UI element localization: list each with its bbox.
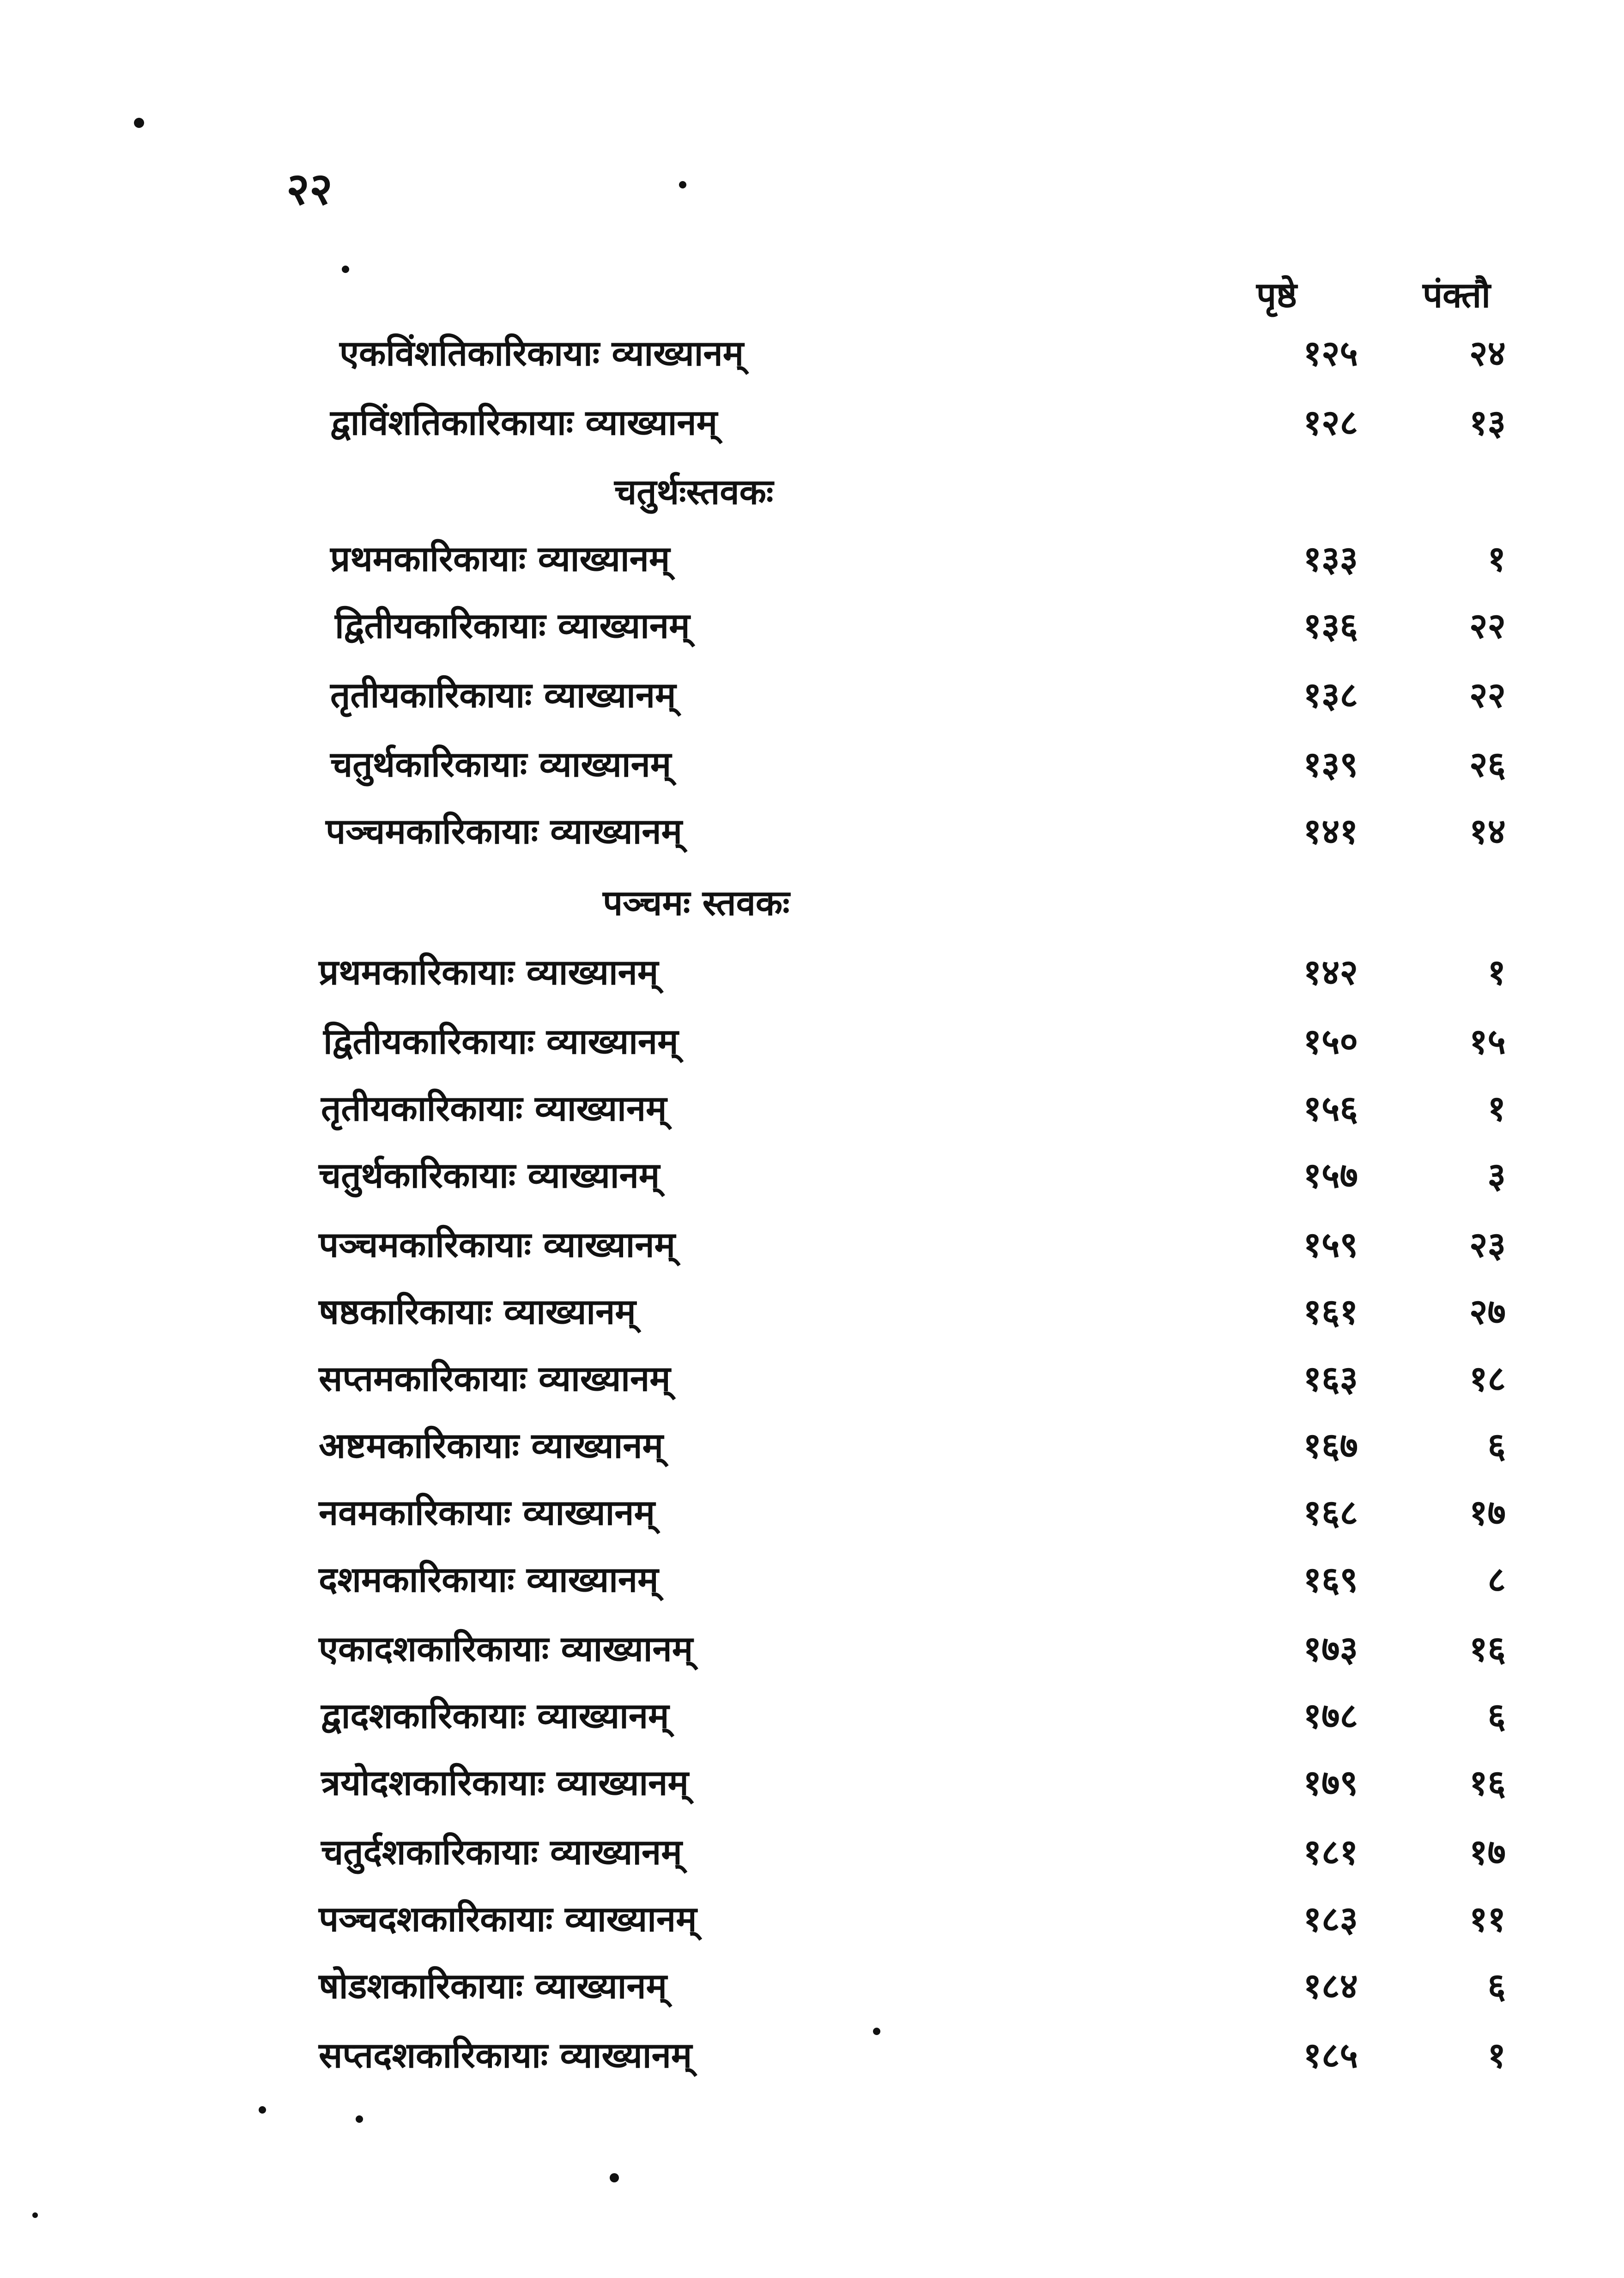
- entry-page-number: १७९: [1303, 1762, 1358, 1803]
- entry-title: द्वितीयकारिकायाः व्याख्यानम्: [335, 605, 690, 646]
- entry-line-number: ३: [1487, 1155, 1506, 1196]
- entry-title: चतुर्थकारिकायाः व्याख्यानम्: [319, 1155, 660, 1196]
- entry-line-number: १: [1487, 2035, 1506, 2076]
- contents-entry: [0, 1818, 1624, 1887]
- entry-line-number: १: [1487, 951, 1506, 993]
- entry-line-number: १३: [1469, 402, 1506, 443]
- entry-title: षोडशकारिकायाः व्याख्यानम्: [319, 1965, 667, 2006]
- print-speck: [32, 2212, 38, 2218]
- entry-page-number: १८५: [1303, 2035, 1358, 2076]
- contents-entry: [0, 730, 1624, 799]
- entry-title: एकादशकारिकायाः व्याख्यानम्: [319, 1628, 693, 1669]
- contents-entry: [0, 660, 1624, 730]
- contents-entry: [0, 1344, 1624, 1413]
- contents-entry: [0, 938, 1624, 1007]
- entry-line-number: १: [1487, 1088, 1506, 1129]
- entry-page-number: १२५: [1303, 333, 1358, 374]
- entry-title: द्वितीयकारिकायाः व्याख्यानम्: [323, 1021, 679, 1062]
- entry-page-number: १३८: [1303, 674, 1358, 715]
- entry-line-number: २४: [1469, 333, 1506, 374]
- entry-page-number: १६९: [1303, 1559, 1358, 1600]
- entry-line-number: १७: [1469, 1492, 1506, 1533]
- entry-title: अष्टमकारिकायाः व्याख्यानम्: [319, 1425, 663, 1466]
- entry-page-number: १३६: [1303, 605, 1358, 646]
- contents-entry: [0, 1614, 1624, 1684]
- section-heading: [0, 868, 1624, 938]
- entry-page-number: १४२: [1303, 951, 1358, 993]
- print-speck: [610, 2173, 619, 2182]
- entry-title: द्वाविंशतिकारिकायाः व्याख्यानम्: [330, 402, 718, 443]
- print-speck: [356, 2115, 363, 2123]
- contents-entry: [0, 1210, 1624, 1279]
- contents-entry: [0, 2021, 1624, 2090]
- entry-page-number: १७८: [1303, 1695, 1358, 1736]
- entry-line-number: २७: [1469, 1291, 1506, 1332]
- entry-line-number: २२: [1469, 605, 1506, 646]
- entry-line-number: १६: [1469, 1762, 1506, 1803]
- contents-entry: [0, 1007, 1624, 1076]
- print-speck: [873, 2028, 880, 2035]
- page-number: २२: [286, 163, 333, 215]
- entry-title: एकविंशतिकारिकायाः व्याख्यानम्: [339, 333, 744, 374]
- section-heading: [0, 457, 1624, 527]
- print-speck: [134, 118, 144, 128]
- contents-entry: [0, 1681, 1624, 1751]
- contents-entry: [0, 1277, 1624, 1346]
- contents-entry: [0, 797, 1624, 866]
- entry-title: द्वादशकारिकायाः व्याख्यानम्: [321, 1695, 669, 1736]
- contents-entry: [0, 319, 1624, 388]
- entry-title: सप्तमकारिकायाः व्याख्यानम्: [319, 1358, 671, 1399]
- entry-line-number: २६: [1469, 744, 1506, 785]
- entry-title: नवमकारिकायाः व्याख्यानम्: [319, 1492, 655, 1533]
- contents-entry: [0, 1748, 1624, 1818]
- entry-line-number: १५: [1469, 1021, 1506, 1062]
- entry-line-number: ६: [1487, 1965, 1506, 2006]
- entry-title: त्रयोदशकारिकायाः व्याख्यानम्: [321, 1762, 689, 1803]
- print-speck: [679, 181, 686, 188]
- entry-title: चतुर्थकारिकायाः व्याख्यानम्: [330, 744, 672, 785]
- entry-line-number: १: [1487, 538, 1506, 579]
- contents-entry: [0, 1951, 1624, 2021]
- entry-line-number: २२: [1469, 674, 1506, 715]
- entry-page-number: १४१: [1303, 811, 1358, 852]
- entry-page-number: १३३: [1303, 538, 1358, 579]
- entry-title: पञ्चमकारिकायाः व्याख्यानम्: [326, 811, 682, 852]
- contents-entry: [0, 1141, 1624, 1210]
- entry-title: प्रथमकारिकायाः व्याख्यानम्: [330, 538, 670, 579]
- contents-entry: [0, 388, 1624, 457]
- contents-entry: [0, 524, 1624, 594]
- entry-line-number: १८: [1469, 1358, 1506, 1399]
- entry-line-number: ११: [1469, 1898, 1506, 1939]
- entry-page-number: १३९: [1303, 744, 1358, 785]
- entry-line-number: ६: [1487, 1695, 1506, 1736]
- print-speck: [342, 266, 349, 273]
- entry-page-number: १८१: [1303, 1831, 1358, 1872]
- entry-title: पञ्चमकारिकायाः व्याख्यानम्: [319, 1224, 675, 1265]
- line-column-header: पंक्तौ: [1423, 274, 1491, 315]
- contents-entry: [0, 1074, 1624, 1143]
- section-heading-text: चतुर्थःस्तवकः: [614, 471, 774, 512]
- entry-page-number: १५९: [1303, 1224, 1358, 1265]
- entry-line-number: १७: [1469, 1831, 1506, 1872]
- entry-page-number: १८३: [1303, 1898, 1358, 1939]
- contents-entry: [0, 1411, 1624, 1480]
- entry-page-number: १७३: [1303, 1628, 1358, 1669]
- page-column-header: पृष्ठे: [1256, 274, 1297, 315]
- contents-entry: [0, 1478, 1624, 1547]
- entry-page-number: १६७: [1303, 1425, 1358, 1466]
- contents-entry: [0, 591, 1624, 660]
- entry-page-number: १८४: [1303, 1965, 1358, 2006]
- entry-line-number: १४: [1469, 811, 1506, 852]
- entry-page-number: १६३: [1303, 1358, 1358, 1399]
- entry-title: दशमकारिकायाः व्याख्यानम्: [319, 1559, 659, 1600]
- entry-title: षष्ठकारिकायाः व्याख्यानम्: [319, 1291, 636, 1332]
- entry-title: तृतीयकारिकायाः व्याख्यानम्: [330, 674, 676, 715]
- contents-entry: [0, 1884, 1624, 1954]
- entry-page-number: १५७: [1303, 1155, 1358, 1196]
- entry-page-number: १२८: [1303, 402, 1358, 443]
- contents-entry: [0, 1545, 1624, 1614]
- entry-line-number: ६: [1487, 1425, 1506, 1466]
- section-heading-text: पञ्चमः स्तवकः: [603, 882, 790, 923]
- entry-title: तृतीयकारिकायाः व्याख्यानम्: [321, 1088, 667, 1129]
- entry-page-number: १५६: [1303, 1088, 1358, 1129]
- entry-page-number: १५०: [1303, 1021, 1358, 1062]
- entry-line-number: ८: [1487, 1559, 1506, 1600]
- entry-page-number: १६८: [1303, 1492, 1358, 1533]
- entry-title: सप्तदशकारिकायाः व्याख्यानम्: [319, 2035, 692, 2076]
- entry-title: पञ्चदशकारिकायाः व्याख्यानम्: [319, 1898, 697, 1939]
- entry-page-number: १६१: [1303, 1291, 1358, 1332]
- entry-line-number: २३: [1469, 1224, 1506, 1265]
- entry-title: चतुर्दशकारिकायाः व्याख्यानम्: [321, 1831, 682, 1872]
- entry-title: प्रथमकारिकायाः व्याख्यानम्: [319, 951, 659, 993]
- entry-line-number: १६: [1469, 1628, 1506, 1669]
- print-speck: [259, 2106, 266, 2114]
